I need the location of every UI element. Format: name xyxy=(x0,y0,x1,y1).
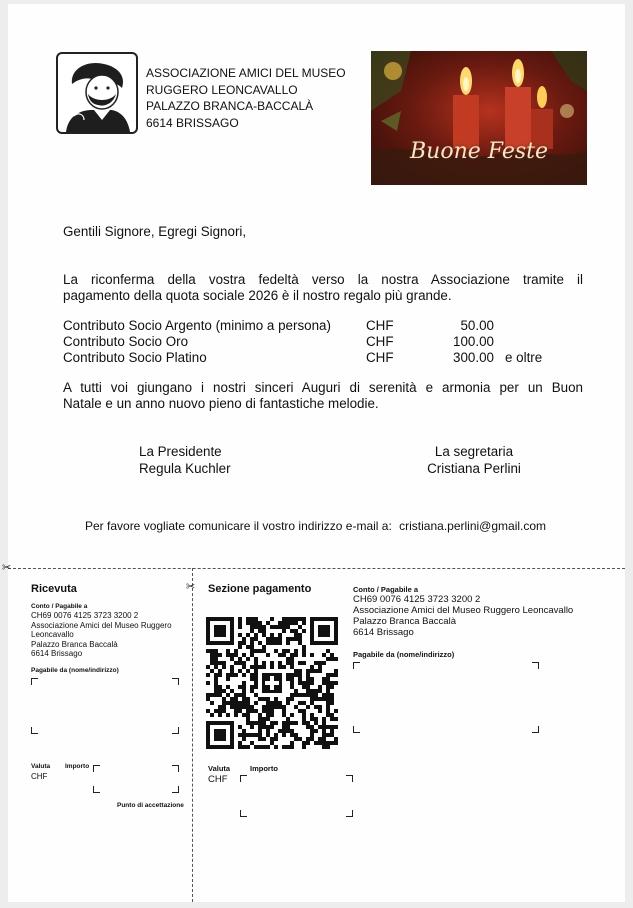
receipt-creditor-block xyxy=(31,611,172,659)
paragraph-line: pagamento della quota sociale 2026 è il nostro regalo più grande. xyxy=(63,288,452,303)
payment-account-label: Conto / Pagabile a xyxy=(353,585,419,594)
contribution-label: Contributo Socio Oro xyxy=(63,334,189,349)
letterhead-line: ASSOCIAZIONE AMICI DEL MUSEO xyxy=(146,66,346,80)
corner-mark xyxy=(532,662,539,669)
museum-logo xyxy=(56,52,138,134)
swiss-cross-icon xyxy=(260,671,284,695)
contribution-label: Contributo Socio Argento (minimo a persona) xyxy=(63,318,331,333)
signature-president xyxy=(139,444,231,477)
paragraph-line: La riconferma della vostra fedeltà verso la nostra Associazione tramite il xyxy=(63,272,583,287)
signature-role: La Presidente xyxy=(139,444,222,459)
receipt-creditor-line: Palazzo Branca Baccalà xyxy=(31,639,118,649)
corner-mark xyxy=(532,726,539,733)
receipt-currency: CHF xyxy=(31,772,48,781)
payment-payable-by-label: Pagabile da (nome/indirizzo) xyxy=(353,650,455,659)
email-request xyxy=(85,519,546,533)
signature-secretary xyxy=(422,444,526,477)
signature-name: Cristiana Perlini xyxy=(427,460,521,476)
card-greeting-text: Buone Feste xyxy=(410,139,548,164)
qr-code-icon[interactable] xyxy=(206,617,338,749)
email-request-text: Per favore vogliate comunicare il vostro indirizzo e-mail a: xyxy=(85,519,392,533)
receipt-amount-label: Importo xyxy=(65,763,90,770)
paragraph-line: Natale e un anno nuovo pieno di fantastiche melodie. xyxy=(63,396,379,411)
corner-mark xyxy=(346,810,353,817)
corner-mark xyxy=(240,810,247,817)
corner-mark xyxy=(31,678,38,685)
payment-amount-label: Importo xyxy=(250,764,278,773)
payment-title: Sezione pagamento xyxy=(208,583,312,595)
greeting: Gentili Signore, Egregi Signori, xyxy=(63,224,247,239)
contribution-amount: 300.00 xyxy=(453,350,494,365)
payment-creditor-line: Palazzo Branca Baccalà xyxy=(353,616,456,627)
payment-creditor-line: Associazione Amici del Museo Ruggero Leoncavallo xyxy=(353,605,574,616)
acceptance-point: Punto di accettazione xyxy=(117,802,184,809)
contribution-currency: CHF xyxy=(366,318,394,333)
corner-mark xyxy=(93,786,100,793)
corner-mark xyxy=(346,775,353,782)
letterhead xyxy=(146,65,346,131)
corner-mark xyxy=(240,775,247,782)
contribution-currency: CHF xyxy=(366,334,394,349)
receipt-creditor-line: 6614 Brissago xyxy=(31,649,83,658)
receipt-iban: CH69 0076 4125 3723 3200 2 xyxy=(31,611,139,620)
payment-creditor-block xyxy=(353,594,573,638)
candles-icon xyxy=(371,51,587,185)
paragraph-line: A tutti voi giungano i nostri sinceri Auguri di serenità e armonia per un Buon xyxy=(63,380,583,395)
contribution-amount: 50.00 xyxy=(460,318,494,333)
perforation-line-vertical xyxy=(192,568,193,902)
corner-mark xyxy=(31,727,38,734)
caricature-logo-icon xyxy=(58,54,136,132)
contribution-amount: 100.00 xyxy=(453,334,494,349)
corner-mark xyxy=(172,765,179,772)
letterhead-line: PALAZZO BRANCA-BACCALÀ xyxy=(146,99,314,113)
contribution-label: Contributo Socio Platino xyxy=(63,350,207,365)
payment-currency: CHF xyxy=(208,774,228,785)
signature-name: Regula Kuchler xyxy=(139,460,231,476)
corner-mark xyxy=(93,765,100,772)
letterhead-line: 6614 BRISSAGO xyxy=(146,115,239,130)
email-link[interactable]: cristiana.perlini@gmail.com xyxy=(399,519,547,533)
signature-role: La segretaria xyxy=(434,444,514,459)
receipt-payable-by-label: Pagabile da (nome/indirizzo) xyxy=(31,667,119,674)
receipt-creditor-line: Leoncavallo xyxy=(31,630,74,639)
payment-currency-label: Valuta xyxy=(208,764,231,773)
payment-iban: CH69 0076 4125 3723 3200 2 xyxy=(353,594,481,605)
receipt-title: Ricevuta xyxy=(31,583,77,595)
receipt-creditor-line: Associazione Amici del Museo Ruggero xyxy=(31,620,172,630)
corner-mark xyxy=(172,786,179,793)
receipt-currency-label: Valuta xyxy=(31,763,51,770)
christmas-card-image xyxy=(371,51,587,185)
receipt-account-label: Conto / Pagabile a xyxy=(31,603,88,610)
corner-mark xyxy=(172,727,179,734)
perforation-line xyxy=(8,568,625,569)
payment-creditor-line: 6614 Brissago xyxy=(353,627,414,638)
corner-mark xyxy=(172,678,179,685)
corner-mark xyxy=(353,726,360,733)
letterhead-line: RUGGERO LEONCAVALLO xyxy=(146,82,298,97)
scissors-icon: ✂ xyxy=(186,581,196,593)
contribution-currency: CHF xyxy=(366,350,394,365)
contribution-extra: e oltre xyxy=(505,350,543,365)
corner-mark xyxy=(353,662,360,669)
scissors-icon: ✂ xyxy=(2,562,12,574)
